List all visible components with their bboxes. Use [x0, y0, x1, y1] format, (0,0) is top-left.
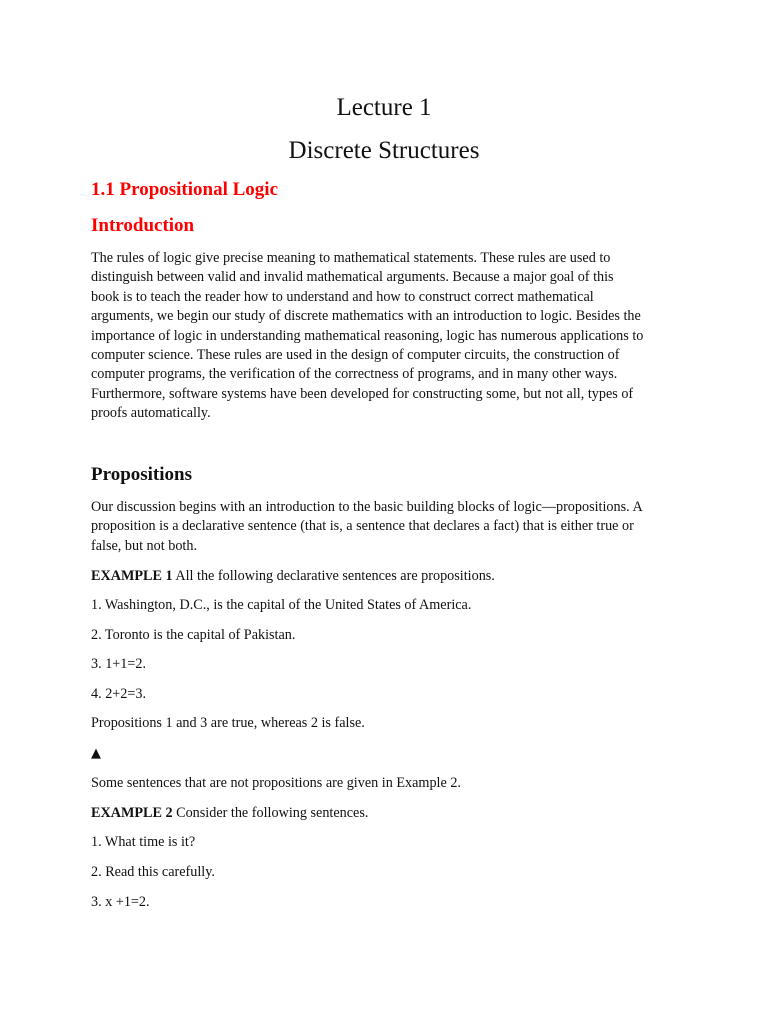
example-2-item: 3. x +1=2. [91, 894, 150, 910]
paragraph-line: arguments, we begin our study of discrete mathematics with an introduction to logic. Besides the [91, 308, 641, 325]
paragraph-line: Our discussion begins with an introduction to the basic building blocks of logic—propositions. A [91, 499, 643, 515]
example-2-label: EXAMPLE 2 [91, 805, 173, 821]
example-1-item: 4. 2+2=3. [91, 686, 147, 702]
transition-text: Some sentences that are not propositions are given in Example 2. [91, 775, 461, 791]
example-2-item: 2. Read this carefully. [91, 864, 215, 880]
paragraph-line: computer science. These rules are used in the design of computer circuits, the construction of [91, 347, 620, 364]
example-1-label: EXAMPLE 1 [91, 568, 173, 584]
example-1-item: 2. Toronto is the capital of Pakistan. [91, 627, 296, 643]
end-of-example-triangle-icon: ▲ [91, 746, 101, 761]
example-1-conclusion: Propositions 1 and 3 are true, whereas 2 is false. [91, 715, 365, 731]
paragraph-line: The rules of logic give precise meaning to mathematical statements. These rules are used to [91, 250, 611, 266]
paragraph-line: computer programs, the verification of the correctness of programs, and in many other ways. [91, 366, 618, 383]
paragraph-line: importance of logic in understanding mathematical reasoning, logic has numerous applications to [91, 327, 644, 344]
example-2-intro [91, 804, 368, 823]
course-title: Discrete Structures [288, 137, 480, 164]
paragraph-line: distinguish between valid and invalid mathematical arguments. Because a major goal of this [91, 269, 614, 286]
lecture-title: Lecture 1 [336, 94, 432, 121]
propositions-heading: Propositions [91, 464, 193, 485]
propositions-paragraph [91, 498, 643, 556]
paragraph-line: proposition is a declarative sentence (that is, a sentence that declares a fact) that is either true or [91, 518, 634, 535]
introduction-paragraph [91, 249, 643, 424]
example-1-item: 3. 1+1=2. [91, 656, 147, 672]
introduction-heading: Introduction [91, 215, 195, 236]
section-heading: 1.1 Propositional Logic [91, 179, 279, 200]
example-1-intro [91, 567, 495, 586]
paragraph-line: Furthermore, software systems have been developed for constructing some, but not all, types of [91, 385, 634, 402]
paragraph-line: false, but not both. [91, 537, 197, 554]
paragraph-line: proofs automatically. [91, 405, 211, 422]
example-1-text: All the following declarative sentences are propositions. [172, 568, 495, 584]
paragraph-line: book is to teach the reader how to understand and how to construct correct mathematical [91, 288, 594, 305]
example-2-text: Consider the following sentences. [172, 805, 369, 821]
example-2-item: 1. What time is it? [91, 834, 196, 850]
example-1-item: 1. Washington, D.C., is the capital of the United States of America. [91, 597, 472, 613]
